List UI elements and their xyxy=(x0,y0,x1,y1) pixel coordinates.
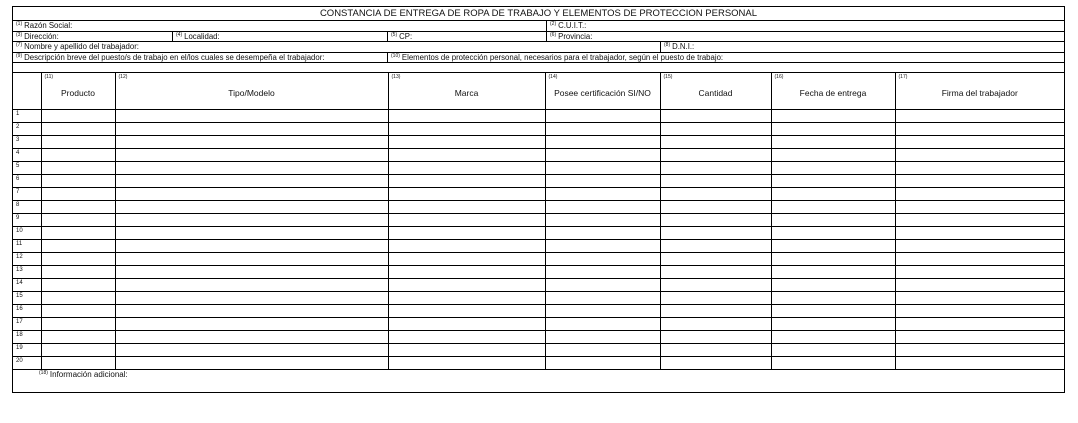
table-cell[interactable] xyxy=(115,149,388,162)
table-row xyxy=(13,188,1064,201)
table-cell[interactable] xyxy=(388,253,545,266)
table-cell[interactable] xyxy=(895,188,1064,201)
cuit-field[interactable]: $^{(2)}$ C.U.I.T.: xyxy=(546,21,1064,31)
descripcion-field[interactable]: $^{(9)}$ Descripción breve del puesto/s de trabajo en el/los cuales se desempeña el trabajador: xyxy=(16,52,325,62)
table-header-row xyxy=(13,73,1064,110)
table-cell[interactable] xyxy=(388,149,545,162)
row-number: 19 xyxy=(13,344,41,357)
table-cell[interactable] xyxy=(545,344,660,357)
table-cell[interactable] xyxy=(115,292,388,305)
table-cell[interactable] xyxy=(545,266,660,279)
table-cell[interactable] xyxy=(895,279,1064,292)
table-cell[interactable] xyxy=(41,123,115,136)
cp-label: CP: xyxy=(399,31,413,41)
row-direccion xyxy=(13,32,1064,43)
delivery-form xyxy=(12,6,1065,393)
table-cell[interactable] xyxy=(545,149,660,162)
razon-social-label: Razón Social: xyxy=(24,21,73,30)
header-certificacion: (14) Posee certificación SI/NO xyxy=(545,73,660,110)
table-cell[interactable] xyxy=(771,214,895,227)
row-number: 11 xyxy=(13,240,41,253)
row-number: 17 xyxy=(13,318,41,331)
informacion-adicional-field[interactable]: $^{(18)}$ Información adicional: xyxy=(39,370,128,379)
table-cell[interactable] xyxy=(660,175,771,188)
table-cell[interactable] xyxy=(115,240,388,253)
localidad-label: Localidad: xyxy=(184,31,220,41)
items-table xyxy=(13,73,1064,370)
table-cell[interactable] xyxy=(895,201,1064,214)
table-cell[interactable] xyxy=(660,331,771,344)
table-row xyxy=(13,279,1064,292)
table-cell[interactable] xyxy=(545,253,660,266)
table-cell[interactable] xyxy=(41,188,115,201)
table-cell[interactable] xyxy=(660,214,771,227)
table-row xyxy=(13,110,1064,123)
table-row xyxy=(13,344,1064,357)
table-cell[interactable] xyxy=(388,136,545,149)
table-cell[interactable] xyxy=(545,214,660,227)
table-cell[interactable] xyxy=(388,175,545,188)
table-row xyxy=(13,227,1064,240)
table-cell[interactable] xyxy=(771,318,895,331)
table-cell[interactable] xyxy=(660,136,771,149)
table-cell[interactable] xyxy=(41,357,115,370)
table-cell[interactable] xyxy=(771,201,895,214)
table-cell[interactable] xyxy=(41,136,115,149)
table-cell[interactable] xyxy=(660,344,771,357)
table-cell[interactable] xyxy=(895,136,1064,149)
table-cell[interactable] xyxy=(771,136,895,149)
table-cell[interactable] xyxy=(545,279,660,292)
table-cell[interactable] xyxy=(388,357,545,370)
table-cell[interactable] xyxy=(895,162,1064,175)
table-cell[interactable] xyxy=(660,266,771,279)
table-cell[interactable] xyxy=(388,266,545,279)
table-cell[interactable] xyxy=(771,162,895,175)
table-row xyxy=(13,305,1064,318)
spacer-row xyxy=(13,63,1064,73)
table-row xyxy=(13,318,1064,331)
cp-field[interactable]: $^{(5)}$ CP: xyxy=(387,32,546,42)
table-cell[interactable] xyxy=(895,253,1064,266)
table-cell[interactable] xyxy=(545,162,660,175)
table-cell[interactable] xyxy=(660,240,771,253)
table-cell[interactable] xyxy=(115,253,388,266)
table-cell[interactable] xyxy=(545,227,660,240)
elementos-label: Elementos de protección personal, necesarios para el trabajador, según el puesto de trabajo: xyxy=(401,52,724,62)
form-title: CONSTANCIA DE ENTREGA DE ROPA DE TRABAJO Y ELEMENTOS DE PROTECCION PERSONAL xyxy=(13,7,1064,21)
table-cell[interactable] xyxy=(895,331,1064,344)
table-cell[interactable] xyxy=(41,110,115,123)
descripcion-label: Descripción breve del puesto/s de trabajo en el/los cuales se desempeña el trabajador: xyxy=(24,52,325,62)
row-number: 3 xyxy=(13,136,41,149)
table-cell[interactable] xyxy=(115,344,388,357)
row-number: 13 xyxy=(13,266,41,279)
table-cell[interactable] xyxy=(115,123,388,136)
table-row xyxy=(13,240,1064,253)
table-cell[interactable] xyxy=(41,201,115,214)
table-cell[interactable] xyxy=(771,305,895,318)
table-row xyxy=(13,214,1064,227)
header-index xyxy=(13,73,41,110)
table-row xyxy=(13,253,1064,266)
dni-field[interactable]: $^{(8)}$ D.N.I.: xyxy=(660,42,1064,52)
table-cell[interactable] xyxy=(115,188,388,201)
table-cell[interactable] xyxy=(388,292,545,305)
table-cell[interactable] xyxy=(545,331,660,344)
direccion-field[interactable]: $^{(3)}$ Dirección: xyxy=(16,31,59,41)
table-cell[interactable] xyxy=(771,266,895,279)
table-cell[interactable] xyxy=(545,110,660,123)
table-cell[interactable] xyxy=(895,305,1064,318)
table-cell[interactable] xyxy=(388,240,545,253)
table-cell[interactable] xyxy=(41,331,115,344)
table-cell[interactable] xyxy=(388,201,545,214)
table-cell[interactable] xyxy=(41,227,115,240)
table-row xyxy=(13,266,1064,279)
table-cell[interactable] xyxy=(388,318,545,331)
table-cell[interactable] xyxy=(41,214,115,227)
table-cell[interactable] xyxy=(771,175,895,188)
table-cell[interactable] xyxy=(41,305,115,318)
table-row xyxy=(13,136,1064,149)
table-cell[interactable] xyxy=(41,279,115,292)
table-cell[interactable] xyxy=(545,318,660,331)
row-number: 18 xyxy=(13,331,41,344)
table-cell[interactable] xyxy=(895,214,1064,227)
header-tipo-modelo: (12) Tipo/Modelo xyxy=(115,73,388,110)
row-number: 1 xyxy=(13,110,41,123)
localidad-field[interactable]: $^{(4)}$ Localidad: xyxy=(172,32,387,42)
table-cell[interactable] xyxy=(895,123,1064,136)
table-cell[interactable] xyxy=(660,305,771,318)
table-cell[interactable] xyxy=(388,227,545,240)
table-cell[interactable] xyxy=(41,318,115,331)
table-row xyxy=(13,292,1064,305)
table-cell[interactable] xyxy=(660,227,771,240)
nombre-label: Nombre y apellido del trabajador: xyxy=(24,42,139,51)
table-cell[interactable] xyxy=(895,175,1064,188)
row-number: 2 xyxy=(13,123,41,136)
table-cell[interactable] xyxy=(771,123,895,136)
header-producto: (11) Producto xyxy=(41,73,115,110)
table-cell[interactable] xyxy=(771,149,895,162)
table-cell[interactable] xyxy=(41,240,115,253)
table-cell[interactable] xyxy=(115,201,388,214)
table-cell[interactable] xyxy=(388,305,545,318)
header-cantidad: (15) Cantidad xyxy=(660,73,771,110)
table-row xyxy=(13,162,1064,175)
direccion-label: Dirección: xyxy=(24,31,59,41)
table-cell[interactable] xyxy=(545,188,660,201)
table-cell[interactable] xyxy=(895,227,1064,240)
table-cell[interactable] xyxy=(41,253,115,266)
row-number: 4 xyxy=(13,149,41,162)
table-cell[interactable] xyxy=(388,123,545,136)
header-firma: (17) Firma del trabajador xyxy=(895,73,1064,110)
table-cell[interactable] xyxy=(115,318,388,331)
table-cell[interactable] xyxy=(545,201,660,214)
table-cell[interactable] xyxy=(41,344,115,357)
table-cell[interactable] xyxy=(771,331,895,344)
table-cell[interactable] xyxy=(660,318,771,331)
razon-social-field[interactable]: $^{(1)}$ Razón Social: xyxy=(16,21,73,30)
table-cell[interactable] xyxy=(895,318,1064,331)
table-cell[interactable] xyxy=(115,136,388,149)
table-row xyxy=(13,123,1064,136)
table-cell[interactable] xyxy=(660,201,771,214)
table-cell[interactable] xyxy=(388,110,545,123)
header-marca: (13) Marca xyxy=(388,73,545,110)
header-fecha: (16) Fecha de entrega xyxy=(771,73,895,110)
table-cell[interactable] xyxy=(41,162,115,175)
table-cell[interactable] xyxy=(660,162,771,175)
row-nombre xyxy=(13,42,1064,53)
table-cell[interactable] xyxy=(895,149,1064,162)
table-cell[interactable] xyxy=(388,214,545,227)
table-cell[interactable] xyxy=(115,110,388,123)
table-cell[interactable] xyxy=(895,357,1064,370)
row-number: 6 xyxy=(13,175,41,188)
table-row xyxy=(13,149,1064,162)
table-cell[interactable] xyxy=(895,266,1064,279)
table-cell[interactable] xyxy=(545,305,660,318)
cuit-label: C.U.I.T.: xyxy=(558,21,587,30)
table-cell[interactable] xyxy=(771,253,895,266)
provincia-field[interactable]: $^{(6)}$ Provincia: xyxy=(546,32,1064,42)
table-cell[interactable] xyxy=(660,123,771,136)
dni-label: D.N.I.: xyxy=(672,42,695,51)
table-cell[interactable] xyxy=(41,266,115,279)
row-razon-social xyxy=(13,21,1064,32)
table-cell[interactable] xyxy=(115,266,388,279)
table-cell[interactable] xyxy=(41,292,115,305)
row-number: 16 xyxy=(13,305,41,318)
row-descripcion xyxy=(13,53,1064,64)
row-number: 12 xyxy=(13,253,41,266)
table-cell[interactable] xyxy=(388,279,545,292)
table-row xyxy=(13,331,1064,344)
table-cell[interactable] xyxy=(660,253,771,266)
table-cell[interactable] xyxy=(660,110,771,123)
row-number: 5 xyxy=(13,162,41,175)
table-cell[interactable] xyxy=(115,162,388,175)
table-cell[interactable] xyxy=(771,292,895,305)
informacion-adicional-label: Información adicional: xyxy=(49,370,128,379)
table-row xyxy=(13,357,1064,370)
table-cell[interactable] xyxy=(545,123,660,136)
table-cell[interactable] xyxy=(895,110,1064,123)
table-cell[interactable] xyxy=(771,279,895,292)
table-cell[interactable] xyxy=(545,175,660,188)
row-number: 20 xyxy=(13,357,41,370)
table-cell[interactable] xyxy=(388,162,545,175)
table-cell[interactable] xyxy=(115,175,388,188)
elementos-field[interactable]: $^{(10)}$ Elementos de protección personal, necesarios para el trabajador, según el puesto de trabajo: xyxy=(387,53,1064,63)
table-cell[interactable] xyxy=(115,279,388,292)
table-cell[interactable] xyxy=(660,188,771,201)
table-cell[interactable] xyxy=(771,188,895,201)
table-cell[interactable] xyxy=(388,344,545,357)
nombre-field[interactable]: $^{(7)}$ Nombre y apellido del trabajador: xyxy=(16,42,139,51)
table-cell[interactable] xyxy=(115,357,388,370)
table-cell[interactable] xyxy=(895,344,1064,357)
table-cell[interactable] xyxy=(895,292,1064,305)
table-cell[interactable] xyxy=(895,240,1064,253)
table-cell[interactable] xyxy=(660,279,771,292)
table-cell[interactable] xyxy=(41,175,115,188)
table-row xyxy=(13,201,1064,214)
table-cell[interactable] xyxy=(545,240,660,253)
provincia-label: Provincia: xyxy=(558,31,593,41)
row-number: 15 xyxy=(13,292,41,305)
table-cell[interactable] xyxy=(771,344,895,357)
table-cell[interactable] xyxy=(771,227,895,240)
table-cell[interactable] xyxy=(545,357,660,370)
table-cell[interactable] xyxy=(771,357,895,370)
table-cell[interactable] xyxy=(771,240,895,253)
row-number: 9 xyxy=(13,214,41,227)
table-cell[interactable] xyxy=(660,357,771,370)
table-cell[interactable] xyxy=(388,331,545,344)
table-cell[interactable] xyxy=(115,331,388,344)
table-cell[interactable] xyxy=(660,292,771,305)
table-cell[interactable] xyxy=(115,227,388,240)
table-cell[interactable] xyxy=(545,292,660,305)
row-number: 7 xyxy=(13,188,41,201)
table-cell[interactable] xyxy=(388,188,545,201)
table-cell[interactable] xyxy=(771,110,895,123)
table-cell[interactable] xyxy=(660,149,771,162)
row-number: 10 xyxy=(13,227,41,240)
table-cell[interactable] xyxy=(115,214,388,227)
table-row xyxy=(13,175,1064,188)
table-cell[interactable] xyxy=(545,136,660,149)
row-number: 8 xyxy=(13,201,41,214)
row-number: 14 xyxy=(13,279,41,292)
table-cell[interactable] xyxy=(41,149,115,162)
table-cell[interactable] xyxy=(115,305,388,318)
